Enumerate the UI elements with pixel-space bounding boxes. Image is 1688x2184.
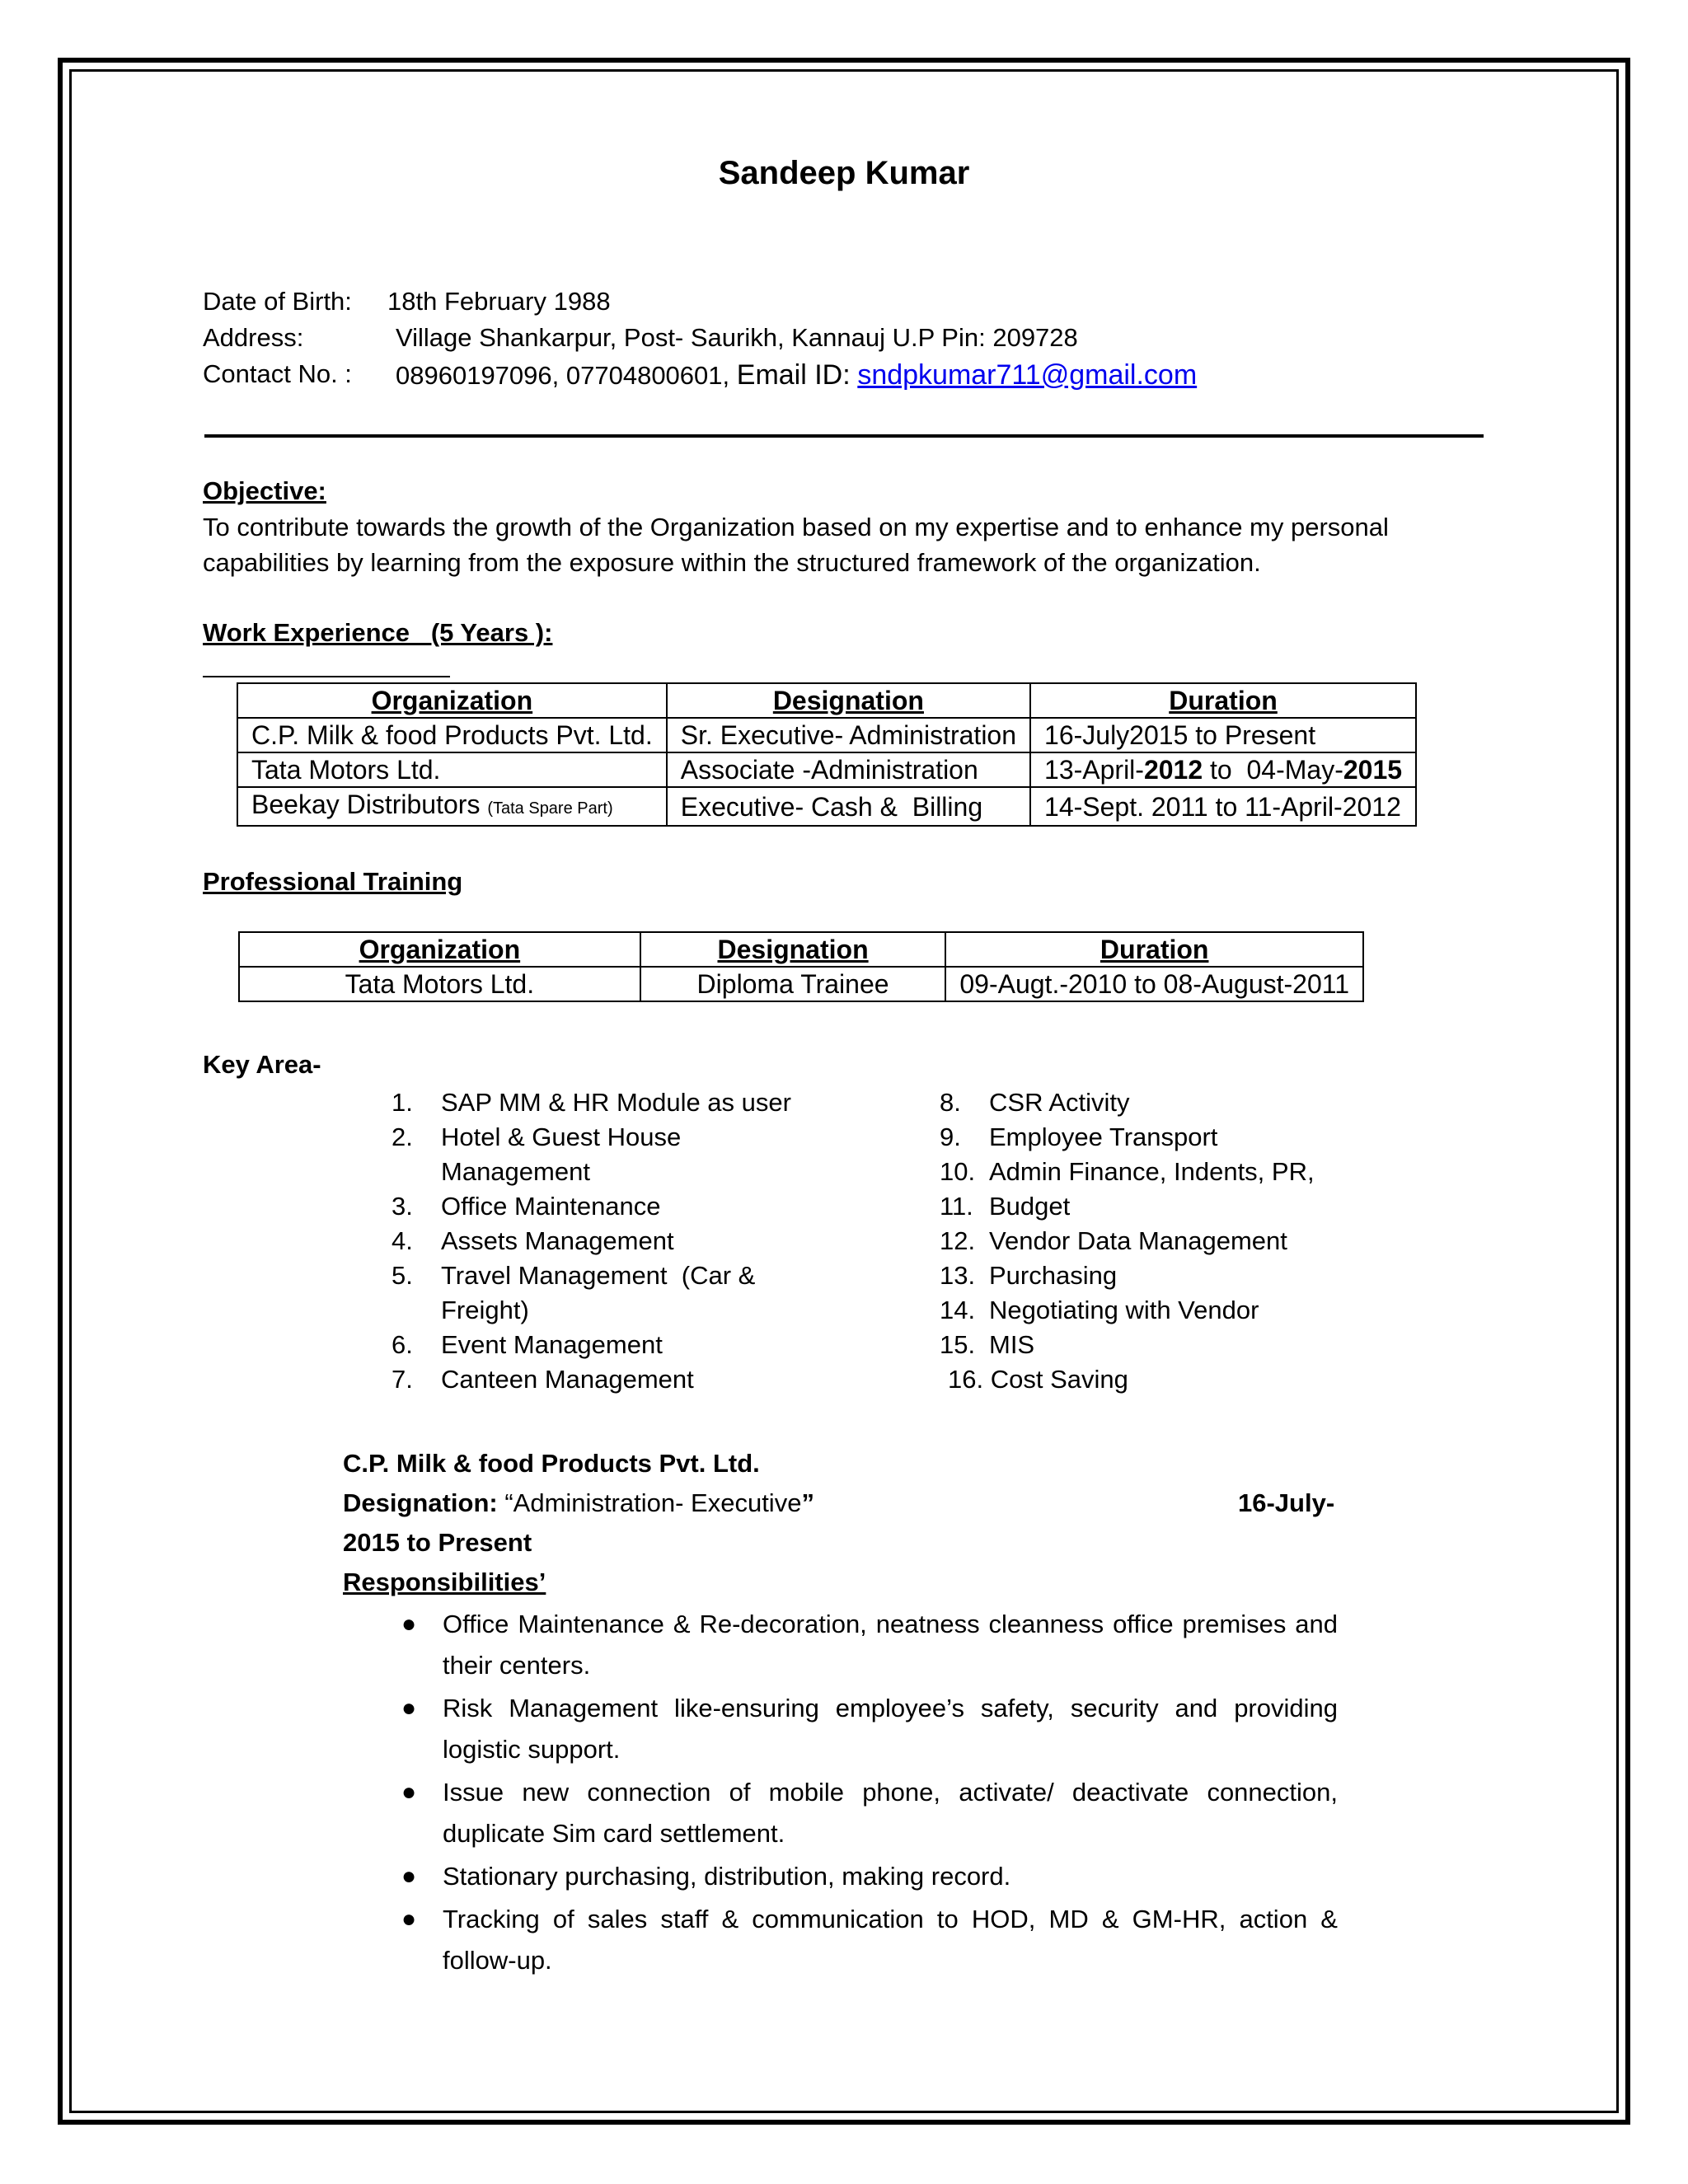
table-header-row bbox=[237, 683, 1416, 718]
duration-cell: 16-July2015 to Present bbox=[1030, 718, 1416, 752]
col-duration: Duration bbox=[1030, 683, 1416, 718]
bullet-icon: ● bbox=[401, 1610, 417, 1638]
duration-part: 2012 bbox=[1143, 755, 1203, 785]
email-link[interactable]: sndpkumar711@gmail.com bbox=[857, 359, 1198, 391]
dob-value: 18th February 1988 bbox=[387, 287, 611, 316]
designation-line bbox=[343, 1488, 814, 1518]
list-item: 8. CSR Activity bbox=[940, 1088, 1130, 1117]
col-designation: Designation bbox=[667, 683, 1030, 718]
bullet-icon: ● bbox=[401, 1694, 417, 1722]
heading-underline bbox=[203, 676, 450, 677]
dob-label: Date of Birth: bbox=[203, 287, 352, 316]
bullet-icon: ● bbox=[401, 1905, 417, 1933]
designation-cell: Sr. Executive- Administration bbox=[667, 718, 1030, 752]
work-experience-table bbox=[237, 682, 1417, 827]
list-item: 11. Budget bbox=[940, 1192, 1071, 1221]
objective-text: To contribute towards the growth of the Organization based on my expertise and to enhance my personal capabilities by learning from the exposure within the structured framework of the organization. bbox=[203, 513, 1389, 577]
list-item: 3. Office Maintenance bbox=[392, 1192, 661, 1221]
duration-cell: 14-Sept. 2011 to 11-April-2012 bbox=[1030, 787, 1416, 826]
list-item: ● Office Maintenance & Re-decoration, neatness cleanness office premises and their centers. bbox=[443, 1604, 1338, 1686]
work-experience-heading: Work Experience (5 Years ): bbox=[203, 618, 553, 647]
list-item: 4. Assets Management bbox=[392, 1226, 674, 1255]
objective-heading: Objective: bbox=[203, 476, 326, 505]
designation-cell: Executive- Cash & Billing bbox=[667, 787, 1030, 826]
table-row bbox=[239, 967, 1363, 1001]
duration-cell bbox=[1030, 752, 1416, 787]
list-item: 2. Hotel & Guest House bbox=[392, 1122, 682, 1151]
candidate-name: Sandeep Kumar bbox=[718, 155, 970, 191]
duration-part: to 04-May- bbox=[1203, 755, 1343, 785]
list-item: 14. Negotiating with Vendor bbox=[940, 1296, 1259, 1324]
duration-cell: 09-Augt.-2010 to 08-August-2011 bbox=[945, 967, 1363, 1001]
bullet-icon: ● bbox=[401, 1779, 417, 1806]
duration-part: 2015 bbox=[1343, 755, 1403, 785]
table-row bbox=[237, 718, 1416, 752]
org-cell: C.P. Milk & food Products Pvt. Ltd. bbox=[237, 718, 667, 752]
list-item: 15. MIS bbox=[940, 1330, 1035, 1359]
list-item: Freight) bbox=[441, 1296, 529, 1324]
list-item: 5. Travel Management (Car & bbox=[392, 1261, 756, 1290]
bullet-icon: ● bbox=[401, 1863, 417, 1890]
list-item: 13. Purchasing bbox=[940, 1261, 1118, 1290]
org-cell bbox=[237, 787, 667, 826]
email-label: Email ID: bbox=[736, 359, 851, 391]
designation-cell: Associate -Administration bbox=[667, 752, 1030, 787]
table-header-row bbox=[239, 932, 1363, 967]
designation-close-quote: ” bbox=[801, 1488, 814, 1517]
list-item: 10. Admin Finance, Indents, PR, bbox=[940, 1157, 1315, 1186]
duration-part: 13-April- bbox=[1044, 755, 1144, 785]
address-value: Village Shankarpur, Post- Saurikh, Kannauj U.P Pin: 209728 bbox=[396, 323, 1078, 352]
job-date-start: 16-July- bbox=[1238, 1488, 1335, 1517]
list-item: ● Tracking of sales staff & communication to HOD, MD & GM-HR, action & follow-up. bbox=[443, 1899, 1338, 1981]
job-date-end: 2015 to Present bbox=[343, 1528, 532, 1557]
list-item: 1. SAP MM & HR Module as user bbox=[392, 1088, 791, 1117]
designation-value: “Administration- Executive bbox=[504, 1488, 802, 1517]
key-area-heading: Key Area- bbox=[203, 1050, 321, 1079]
table-row bbox=[237, 787, 1416, 826]
list-item: 6. Event Management bbox=[392, 1330, 663, 1359]
responsibilities-heading: Responsibilities’ bbox=[343, 1568, 546, 1596]
designation-label: Designation: bbox=[343, 1488, 498, 1517]
org-name: Beekay Distributors bbox=[251, 790, 488, 819]
table-row bbox=[237, 752, 1416, 787]
list-item: 12. Vendor Data Management bbox=[940, 1226, 1287, 1255]
list-item: 16. Cost Saving bbox=[948, 1365, 1128, 1394]
divider bbox=[204, 434, 1484, 438]
address-label: Address: bbox=[203, 323, 304, 352]
company-title: C.P. Milk & food Products Pvt. Ltd. bbox=[343, 1449, 760, 1478]
org-note: (Tata Spare Part) bbox=[487, 799, 613, 818]
list-item: 7. Canteen Management bbox=[392, 1365, 694, 1394]
list-item: ● Issue new connection of mobile phone, activate/ deactivate connection, duplicate Sim card settlement. bbox=[443, 1772, 1338, 1854]
professional-training-heading: Professional Training bbox=[203, 867, 463, 896]
org-cell: Tata Motors Ltd. bbox=[239, 967, 640, 1001]
col-duration: Duration bbox=[945, 932, 1363, 967]
col-organization: Organization bbox=[237, 683, 667, 718]
training-table bbox=[238, 931, 1364, 1002]
col-organization: Organization bbox=[239, 932, 640, 967]
list-item: ● Risk Management like-ensuring employee’s safety, security and providing logistic support. bbox=[443, 1688, 1338, 1770]
contact-label: Contact No. : bbox=[203, 359, 352, 388]
org-cell: Tata Motors Ltd. bbox=[237, 752, 667, 787]
list-item: ● Stationary purchasing, distribution, making record. bbox=[443, 1856, 1338, 1897]
contact-numbers: 08960197096, 07704800601, bbox=[396, 361, 730, 390]
col-designation: Designation bbox=[640, 932, 946, 967]
contact-value bbox=[396, 359, 1197, 391]
designation-cell: Diploma Trainee bbox=[640, 967, 946, 1001]
list-item: 9. Employee Transport bbox=[940, 1122, 1218, 1151]
list-item: Management bbox=[441, 1157, 590, 1186]
